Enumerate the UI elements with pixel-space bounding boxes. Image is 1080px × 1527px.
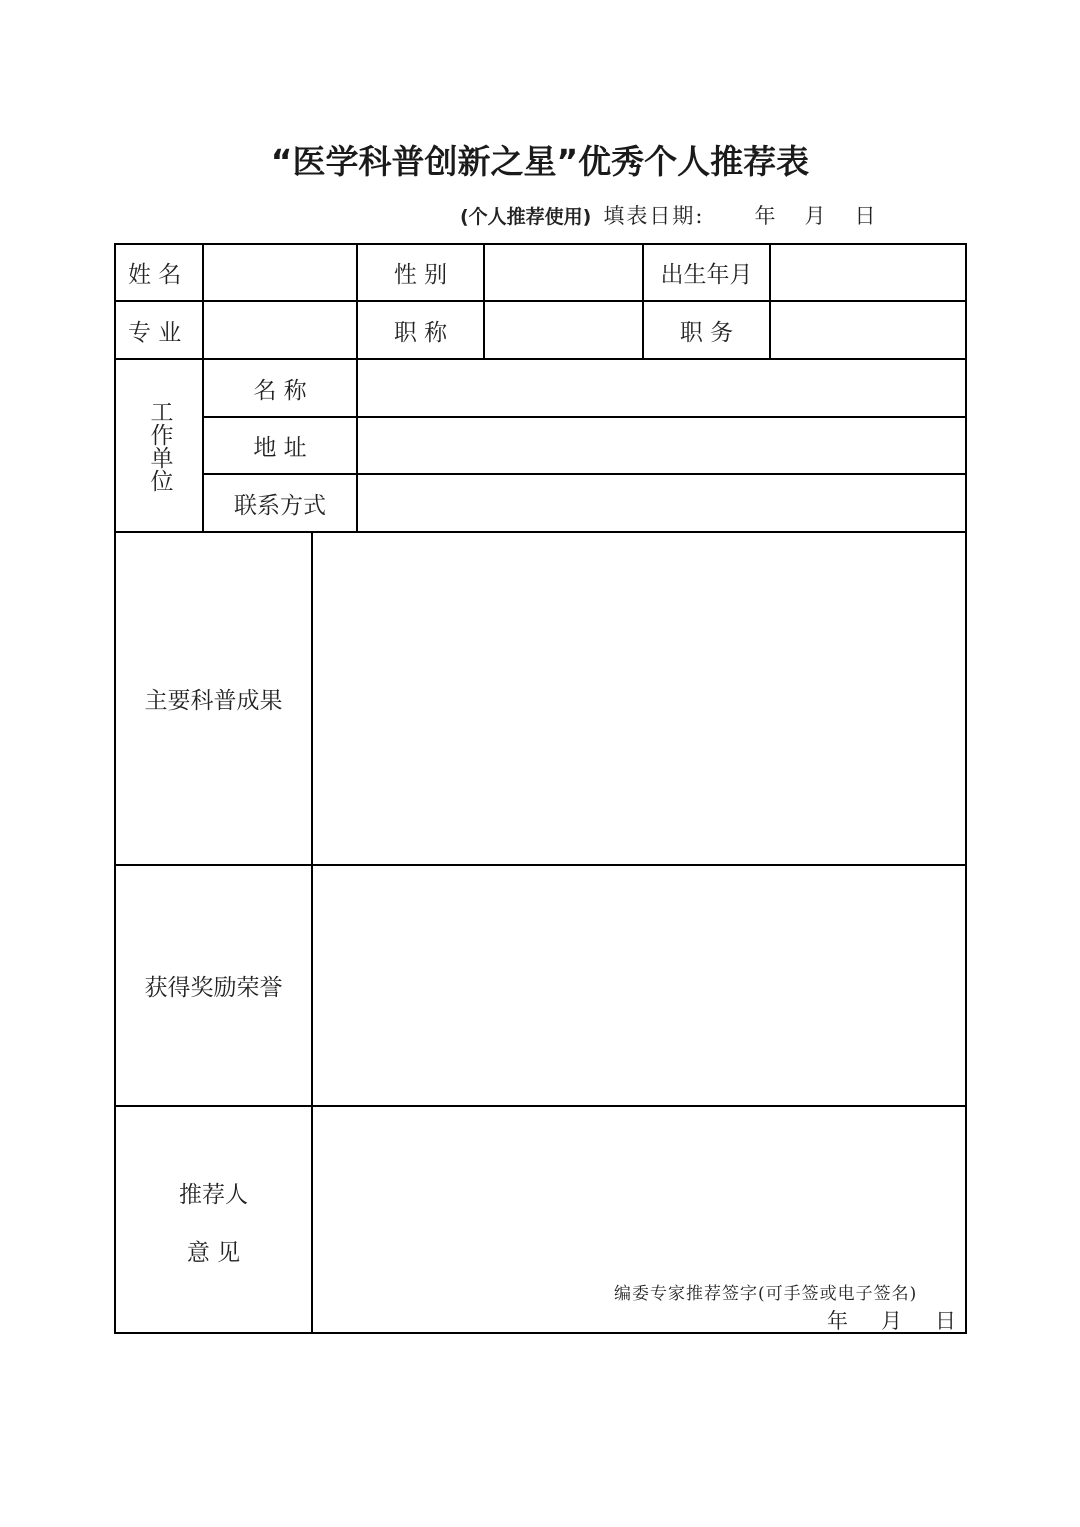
sign-year: 年	[827, 1309, 848, 1333]
unit-name-field[interactable]	[358, 360, 965, 416]
address-label: 地 址	[253, 435, 307, 461]
page-title: “医学科普创新之星”优秀个人推荐表	[270, 142, 810, 181]
position-field[interactable]	[771, 302, 965, 358]
major-label: 专 业	[128, 319, 182, 346]
sign-day: 日	[935, 1309, 956, 1333]
recommender-label: 推荐人	[179, 1181, 248, 1208]
sign-month: 月	[881, 1309, 902, 1333]
usage-note: (个人推荐使用)	[460, 206, 592, 228]
position-label: 职 务	[679, 319, 734, 346]
table-border-right	[965, 243, 967, 1334]
work-unit-label-box	[115, 360, 203, 532]
professional-title-label: 职 称	[393, 319, 448, 346]
address-field[interactable]	[358, 418, 965, 473]
fill-date-label: 填表日期:	[603, 204, 705, 228]
opinion-label: 意 见	[186, 1239, 241, 1266]
contact-label: 联系方式	[234, 492, 326, 519]
fill-date-day: 日	[854, 204, 876, 228]
awards-field[interactable]	[313, 866, 965, 1105]
awards-label: 获得奖励荣誉	[144, 975, 283, 1001]
work-unit-label: 工作单位	[146, 400, 173, 492]
achievements-field[interactable]	[313, 533, 965, 864]
achievements-label: 主要科普成果	[144, 688, 283, 714]
form-header-line	[460, 200, 874, 230]
birth-date-label: 出生年月	[660, 262, 753, 288]
expert-signature-label: 编委专家推荐签字(可手签或电子签名)	[614, 1284, 918, 1304]
birth-date-field[interactable]	[771, 245, 965, 300]
name-field[interactable]	[204, 245, 356, 300]
gender-field[interactable]	[485, 245, 642, 300]
unit-name-label: 名 称	[253, 377, 307, 404]
name-label: 姓 名	[128, 262, 182, 288]
major-field[interactable]	[204, 302, 356, 358]
fill-date-month: 月	[804, 204, 826, 228]
contact-field[interactable]	[358, 475, 965, 531]
professional-title-field[interactable]	[485, 302, 642, 358]
gender-label: 性 别	[393, 262, 448, 288]
fill-date-year: 年	[754, 204, 776, 228]
